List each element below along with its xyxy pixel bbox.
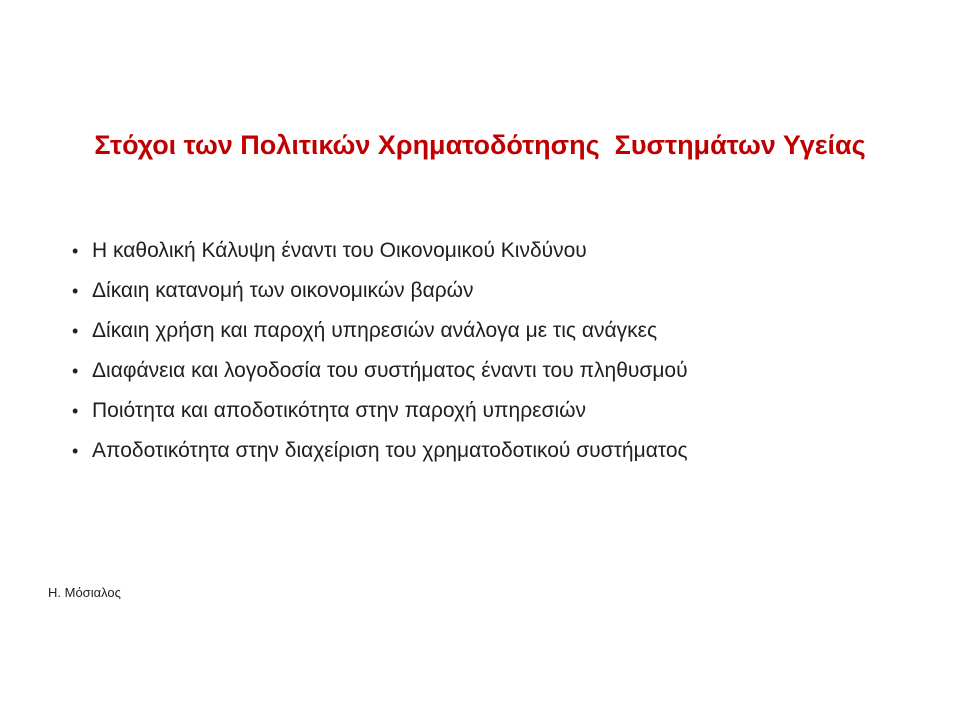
slide-title: Στόχοι των Πολιτικών Χρηματοδότησης Συστημάτων Υγείας bbox=[94, 130, 866, 160]
bullet-icon: • bbox=[72, 401, 79, 421]
bullet-icon: • bbox=[72, 321, 79, 341]
author-footer: Η. Μόσιαλος bbox=[48, 585, 121, 600]
bullet-text: Αποδοτικότητα στην διαχείριση του χρηματοδοτικού συστήματος bbox=[92, 439, 688, 462]
bullet-icon: • bbox=[72, 361, 79, 381]
bullet-text: Δίκαιη χρήση και παροχή υπηρεσιών ανάλογα με τις ανάγκες bbox=[92, 319, 658, 342]
bullet-text: Ποιότητα και αποδοτικότητα στην παροχή υπηρεσιών bbox=[92, 399, 587, 422]
bullet-item bbox=[72, 313, 932, 353]
bullet-text: Η καθολική Κάλυψη έναντι του Οικονομικού Κινδύνου bbox=[92, 239, 587, 262]
bullet-text: Δίκαιη κατανομή των οικονομικών βαρών bbox=[92, 279, 474, 302]
bullet-text: Διαφάνεια και λογοδοσία του συστήματος έναντι του πληθυσμού bbox=[92, 359, 688, 382]
bullet-item bbox=[72, 393, 932, 433]
bullet-item bbox=[72, 353, 932, 393]
bullet-item bbox=[72, 433, 932, 473]
bullet-icon: • bbox=[72, 241, 79, 261]
bullet-icon: • bbox=[72, 281, 79, 301]
bullet-icon: • bbox=[72, 441, 79, 461]
bullet-list bbox=[72, 233, 932, 473]
bullet-item bbox=[72, 233, 932, 273]
bullet-item bbox=[72, 273, 932, 313]
